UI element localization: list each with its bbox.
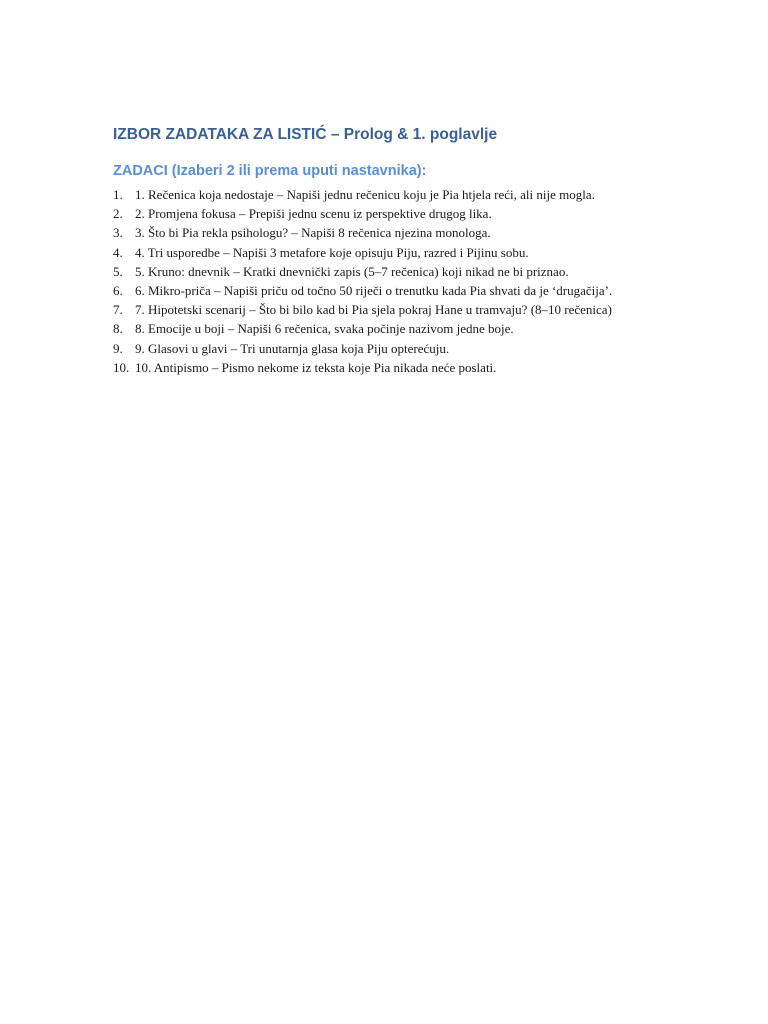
task-text: 10. Antipismo – Pismo nekome iz teksta koje Pia nikada neće poslati. bbox=[135, 359, 497, 375]
task-list bbox=[113, 185, 673, 377]
document-title: IZBOR ZADATAKA ZA LISTIĆ – Prolog & 1. poglavlje bbox=[113, 126, 498, 143]
task-item bbox=[113, 281, 673, 300]
task-number: 1. bbox=[113, 187, 123, 202]
task-text: 8. Emocije u boji – Napiši 6 rečenica, svaka počinje nazivom jedne boje. bbox=[135, 321, 514, 337]
task-text: 2. Promjena fokusa – Prepiši jednu scenu iz perspektive drugog lika. bbox=[135, 206, 492, 222]
task-text: 4. Tri usporedbe – Napiši 3 metafore koje opisuju Piju, razred i Pijinu sobu. bbox=[135, 244, 529, 260]
task-number: 10. bbox=[113, 359, 130, 375]
task-item bbox=[113, 243, 673, 262]
task-text: 7. Hipotetski scenarij – Što bi bilo kad bi Pia sjela pokraj Hane u tramvaju? (8–10 rečenica) bbox=[135, 302, 612, 318]
task-number: 7. bbox=[113, 302, 123, 318]
task-number: 5. bbox=[113, 263, 123, 279]
task-number: 8. bbox=[113, 321, 123, 337]
task-text: 3. Što bi Pia rekla psihologu? – Napiši 8 rečenica njezina monologa. bbox=[135, 225, 491, 241]
task-number: 6. bbox=[113, 283, 123, 299]
task-number: 3. bbox=[113, 225, 123, 241]
task-item bbox=[113, 204, 673, 223]
task-text: 6. Mikro-priča – Napiši priču od točno 50 riječi o trenutku kada Pia shvati da je ‘drugačija’. bbox=[135, 283, 613, 299]
task-number: 9. bbox=[113, 340, 123, 356]
task-text: 1. Rečenica koja nedostaje – Napiši jednu rečenicu koju je Pia htjela reći, ali nije mogla. bbox=[135, 187, 595, 202]
task-number: 2. bbox=[113, 206, 123, 222]
task-item bbox=[113, 300, 673, 319]
task-item bbox=[113, 339, 673, 358]
tasks-heading: ZADACI (Izaberi 2 ili prema uputi nastavnika): bbox=[113, 163, 427, 179]
task-item bbox=[113, 262, 673, 281]
task-number: 4. bbox=[113, 244, 123, 260]
task-text: 5. Kruno: dnevnik – Kratki dnevnički zapis (5–7 rečenica) koji nikad ne bi priznao. bbox=[135, 263, 569, 279]
task-item bbox=[113, 185, 673, 204]
task-text: 9. Glasovi u glavi – Tri unutarnja glasa koja Piju opterećuju. bbox=[135, 340, 450, 356]
document-content bbox=[113, 125, 673, 377]
task-item bbox=[113, 223, 673, 242]
task-item bbox=[113, 358, 673, 377]
task-item bbox=[113, 319, 673, 338]
